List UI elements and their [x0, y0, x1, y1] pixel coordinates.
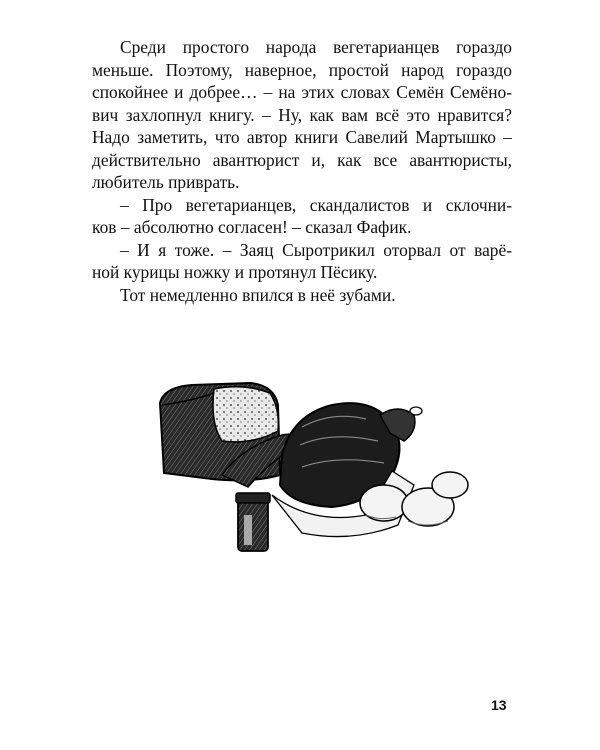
text-line: Надо заметить, что автор книги Савелий Мартышко –	[92, 127, 512, 147]
text-line: вич захлопнул книгу. – Ну, как вам всё это нравится?	[92, 104, 512, 125]
text-line: Среди простого народа вегетарианцев гораздо	[120, 37, 512, 57]
food-illustration	[152, 375, 477, 560]
text-line: – Про вегетарианцев, скандалистов и склочни-	[120, 194, 512, 215]
text-line: меньше. Поэтому, наверное, простой народ гораздо	[92, 59, 512, 80]
text-line: действительно авантюрист и, как все авантюристы,	[92, 149, 512, 170]
text-line: спокойнее и добрее… – на этих словах Семён Семёно-	[92, 82, 512, 102]
page-text	[92, 36, 512, 306]
text-line: любитель приврать.	[92, 172, 240, 192]
text-line: Тот немедленно впился в неё зубами.	[120, 284, 396, 305]
jar-icon	[236, 493, 270, 551]
text-line: ной курицы ножку и протянул Пёсику.	[92, 262, 378, 282]
text-line: – И я тоже. – Заяц Сыротрикил оторвал от варё-	[120, 239, 512, 260]
page-number: 13	[491, 697, 507, 713]
text-line: ков – абсолютно согласен! – сказал Фафик.	[92, 217, 412, 237]
